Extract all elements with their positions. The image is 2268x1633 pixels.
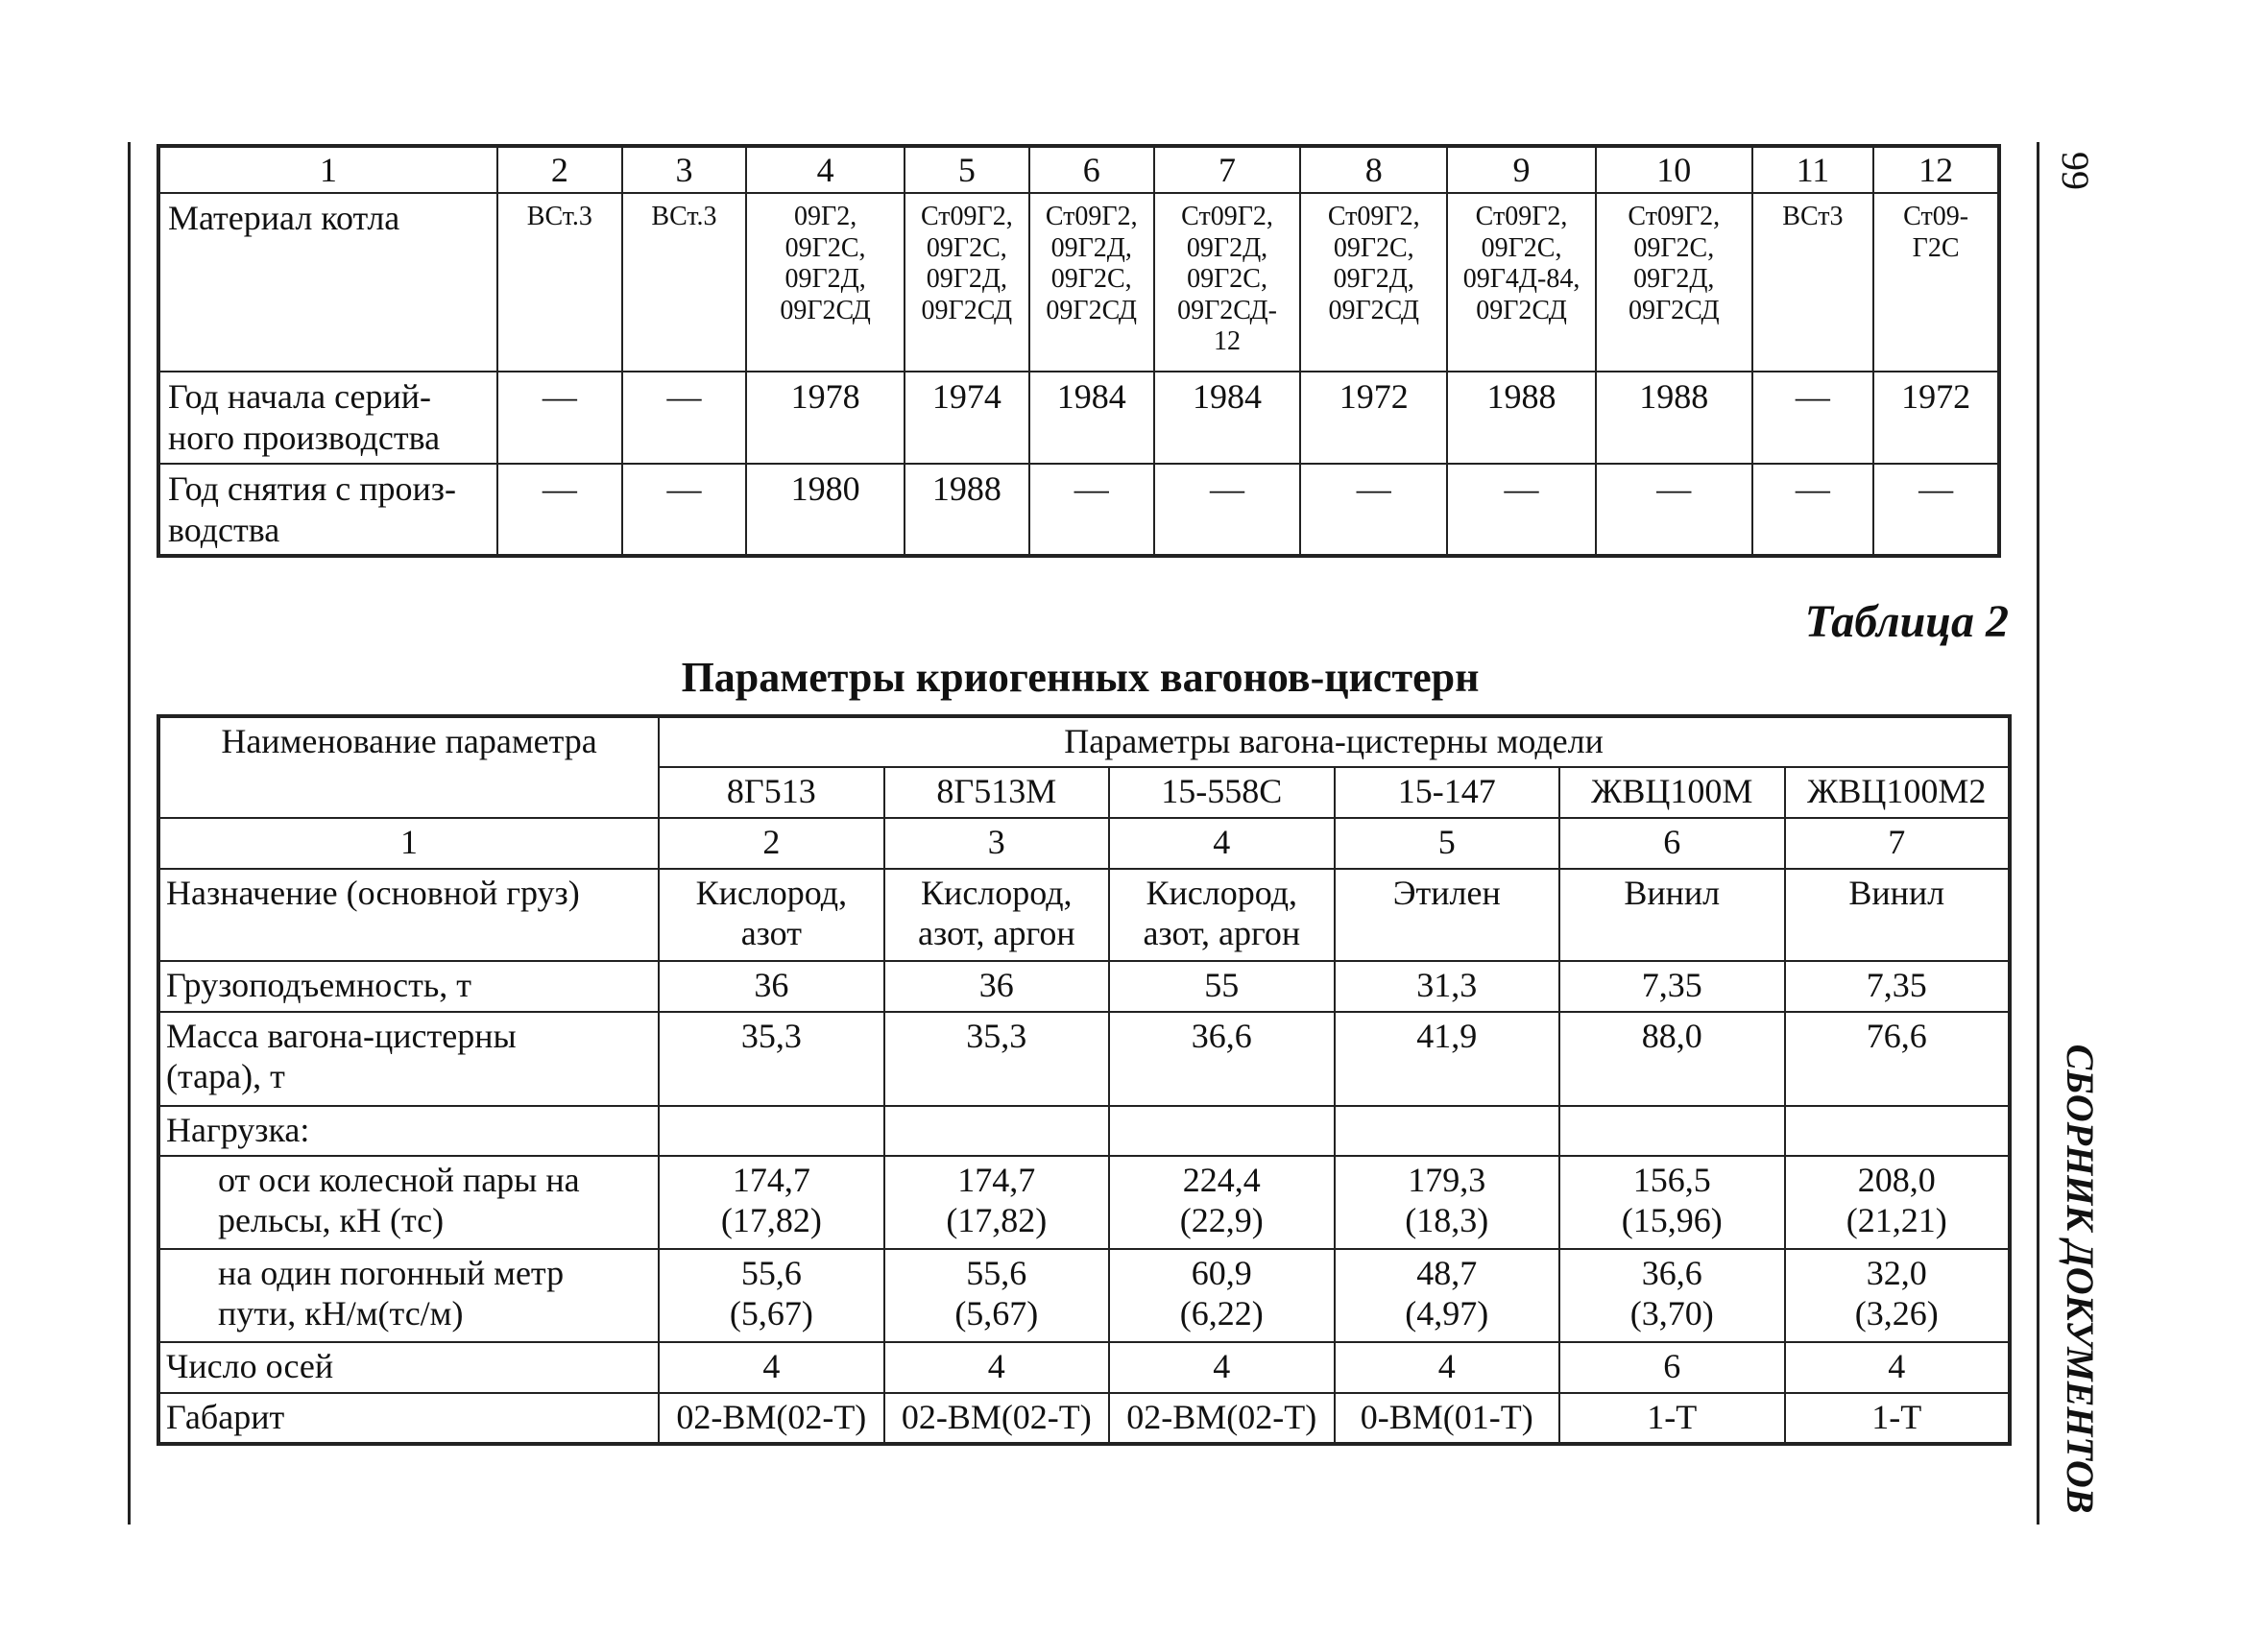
table-cell: 1980 (746, 464, 905, 556)
model-header: ЖВЦ100М (1559, 767, 1784, 818)
table1-col-number: 2 (497, 146, 622, 193)
table-cell: — (1752, 372, 1874, 464)
model-header: 8Г513 (659, 767, 883, 818)
table-cell: 32,0 (3,26) (1785, 1249, 2011, 1342)
table1-col-number: 6 (1029, 146, 1154, 193)
table-cell: — (1154, 464, 1301, 556)
table-cell: Кислород, азот, аргон (1109, 869, 1334, 961)
table-cell: 1-Т (1785, 1393, 2011, 1444)
table-cell: 48,7 (4,97) (1335, 1249, 1559, 1342)
table-cell: 55,6 (5,67) (659, 1249, 883, 1342)
table-cell: 1974 (905, 372, 1029, 464)
table-cell: Ст09Г2, 09Г2Д, 09Г2С, 09Г2СД (1029, 193, 1154, 372)
table-cell: 4 (884, 1342, 1109, 1393)
table-cell: Винил (1785, 869, 2011, 961)
table-cell: 174,7 (17,82) (659, 1156, 883, 1249)
col-number: 1 (158, 818, 659, 869)
table-cell: 224,4 (22,9) (1109, 1156, 1334, 1249)
table1-col-number: 7 (1154, 146, 1301, 193)
row-label: Масса вагона-цистерны (тара), т (158, 1012, 659, 1106)
table-row (158, 1012, 2010, 1106)
table1-col-number: 3 (622, 146, 747, 193)
table-cell: — (1873, 464, 1999, 556)
table-cell (1559, 1106, 1784, 1156)
table-row (158, 372, 1999, 464)
table-cell: ВСт3 (1752, 193, 1874, 372)
table-cell: 1984 (1029, 372, 1154, 464)
table-cell: 156,5 (15,96) (1559, 1156, 1784, 1249)
table-cell: 02-ВМ(02-Т) (884, 1393, 1109, 1444)
table-cell: Ст09- Г2С (1873, 193, 1999, 372)
table-row (158, 869, 2010, 961)
table-cell: 31,3 (1335, 961, 1559, 1012)
table-cell: Ст09Г2, 09Г2С, 09Г2Д, 09Г2СД (1300, 193, 1447, 372)
table-cell: 02-ВМ(02-Т) (659, 1393, 883, 1444)
table-cell: 36 (659, 961, 883, 1012)
row-label: Нагрузка: (158, 1106, 659, 1156)
table-cell: 4 (1335, 1342, 1559, 1393)
table-cell: 02-ВМ(02-Т) (1109, 1393, 1334, 1444)
table-cell: 1978 (746, 372, 905, 464)
row-label: Назначение (основной груз) (158, 869, 659, 961)
running-head: СБОРНИК ДОКУМЕНТОВ (2059, 1044, 2102, 1514)
col-number: 7 (1785, 818, 2011, 869)
table1-col-number: 10 (1596, 146, 1752, 193)
table-cryogenic-cars (157, 714, 2012, 1446)
table1-col-number: 9 (1447, 146, 1596, 193)
table-cell: ВСт.3 (622, 193, 747, 372)
table-cell: 7,35 (1559, 961, 1784, 1012)
table-cell: 09Г2, 09Г2С, 09Г2Д, 09Г2СД (746, 193, 905, 372)
page-number: 99 (2054, 152, 2097, 190)
table-cell: 1988 (1447, 372, 1596, 464)
table-cell: 6 (1559, 1342, 1784, 1393)
row-label: Число осей (158, 1342, 659, 1393)
table-cell: — (1596, 464, 1752, 556)
table-cell: 1984 (1154, 372, 1301, 464)
table-cell: 208,0 (21,21) (1785, 1156, 2011, 1249)
table-cell: — (1300, 464, 1447, 556)
table-cell: — (497, 464, 622, 556)
col-number: 6 (1559, 818, 1784, 869)
table-cell: Кислород, азот, аргон (884, 869, 1109, 961)
table1-col-number: 1 (158, 146, 497, 193)
table-row (158, 193, 1999, 372)
table-cell: 174,7 (17,82) (884, 1156, 1109, 1249)
model-header: 8Г513М (884, 767, 1109, 818)
table-caption: Таблица 2 (1804, 596, 2009, 647)
table-cell: 7,35 (1785, 961, 2011, 1012)
table-cell: 55,6 (5,67) (884, 1249, 1109, 1342)
table-cell: 4 (1785, 1342, 2011, 1393)
table-cell: — (622, 372, 747, 464)
table-cell: 36 (884, 961, 1109, 1012)
table-title: Параметры криогенных вагонов-цистерн (681, 654, 1480, 701)
table-row (158, 1249, 2010, 1342)
table-row (158, 1106, 2010, 1156)
table-cell: 60,9 (6,22) (1109, 1249, 1334, 1342)
col-number: 4 (1109, 818, 1334, 869)
table-cell: Этилен (1335, 869, 1559, 961)
table1-col-number: 8 (1300, 146, 1447, 193)
table-cell: — (1447, 464, 1596, 556)
model-header: 15-558С (1109, 767, 1334, 818)
col-number: 5 (1335, 818, 1559, 869)
table-cell: — (1029, 464, 1154, 556)
table-cell: Ст09Г2, 09Г2Д, 09Г2С, 09Г2СД- 12 (1154, 193, 1301, 372)
table-cell: Ст09Г2, 09Г2С, 09Г2Д, 09Г2СД (1596, 193, 1752, 372)
left-margin-rule (128, 142, 131, 1525)
table-cell: 1972 (1873, 372, 1999, 464)
table-cell: ВСт.3 (497, 193, 622, 372)
table-row (158, 1342, 2010, 1393)
table-cell: 35,3 (884, 1012, 1109, 1106)
table2-group-header-row (158, 716, 2010, 767)
table-cell (884, 1106, 1109, 1156)
table-cell: 0-ВМ(01-Т) (1335, 1393, 1559, 1444)
table-cell (1109, 1106, 1334, 1156)
table-cell: 179,3 (18,3) (1335, 1156, 1559, 1249)
row-label: Материал котла (158, 193, 497, 372)
table-cell (1785, 1106, 2011, 1156)
col-number: 3 (884, 818, 1109, 869)
table1-header-row (158, 146, 1999, 193)
table-boiler-material (157, 144, 2001, 558)
table-row (158, 464, 1999, 556)
table2-number-row (158, 818, 2010, 869)
table-row (158, 1393, 2010, 1444)
table-cell: Винил (1559, 869, 1784, 961)
model-header: 15-147 (1335, 767, 1559, 818)
table1-col-number: 5 (905, 146, 1029, 193)
table-cell: 1972 (1300, 372, 1447, 464)
col-number: 2 (659, 818, 883, 869)
table-cell: 1988 (905, 464, 1029, 556)
table-row (158, 1156, 2010, 1249)
table-cell: 1988 (1596, 372, 1752, 464)
row-label: от оси колесной пары на рельсы, кН (тс) (158, 1156, 659, 1249)
model-header: ЖВЦ100М2 (1785, 767, 2011, 818)
table1-col-number: 12 (1873, 146, 1999, 193)
table-cell: 36,6 (1109, 1012, 1334, 1106)
row-label: на один погонный метр пути, кН/м(тс/м) (158, 1249, 659, 1342)
table-cell (659, 1106, 883, 1156)
table-cell: 35,3 (659, 1012, 883, 1106)
table-cell: — (622, 464, 747, 556)
table-row (158, 961, 2010, 1012)
right-margin-rule (2037, 142, 2039, 1525)
table1-col-number: 4 (746, 146, 905, 193)
table-cell: 41,9 (1335, 1012, 1559, 1106)
table-cell: 4 (659, 1342, 883, 1393)
param-header: Наименование параметра (158, 716, 659, 818)
row-label: Габарит (158, 1393, 659, 1444)
table-cell: Кислород, азот (659, 869, 883, 961)
table1-col-number: 11 (1752, 146, 1874, 193)
table-cell: 1-Т (1559, 1393, 1784, 1444)
table-cell: Ст09Г2, 09Г2С, 09Г2Д, 09Г2СД (905, 193, 1029, 372)
table-cell: — (1752, 464, 1874, 556)
table-cell: 76,6 (1785, 1012, 2011, 1106)
table-cell: 4 (1109, 1342, 1334, 1393)
row-label: Грузоподъемность, т (158, 961, 659, 1012)
table-cell (1335, 1106, 1559, 1156)
table-cell: — (497, 372, 622, 464)
table-cell: 55 (1109, 961, 1334, 1012)
group-header: Параметры вагона-цистерны модели (659, 716, 2010, 767)
row-label: Год снятия с произ- водства (158, 464, 497, 556)
table-cell: 88,0 (1559, 1012, 1784, 1106)
table-cell: Ст09Г2, 09Г2С, 09Г4Д-84, 09Г2СД (1447, 193, 1596, 372)
row-label: Год начала серий- ного производства (158, 372, 497, 464)
table-cell: 36,6 (3,70) (1559, 1249, 1784, 1342)
